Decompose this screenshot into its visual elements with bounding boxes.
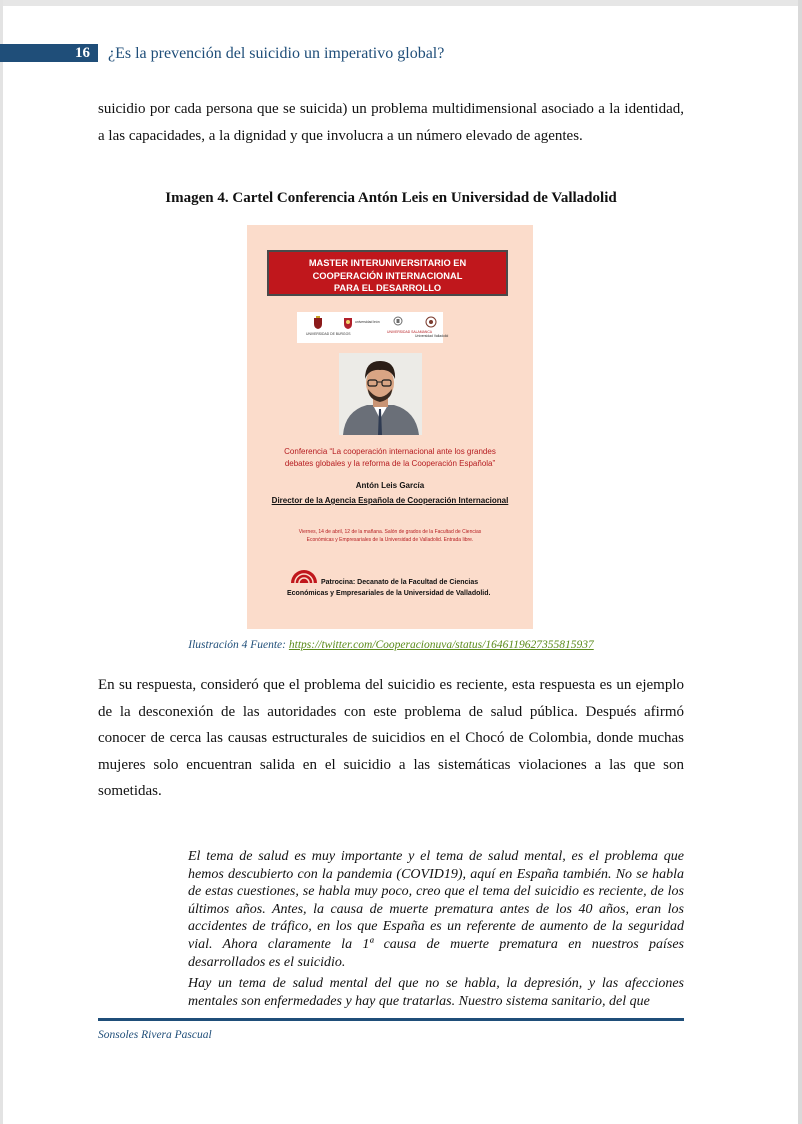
figure-title: Imagen 4. Cartel Conferencia Antón Leis en Universidad de Valladolid — [165, 190, 617, 206]
burgos-crest-icon — [313, 316, 323, 330]
sponsor-text-line: Patrocina: Decanato de la Facultad de Ciencias — [321, 579, 479, 586]
logo-caption-valladolid: Universidad Valladolid — [415, 334, 449, 338]
conference-poster — [247, 225, 533, 629]
footer-rule — [98, 1018, 684, 1021]
speaker-role: Director de la Agencia Española de Cooperación Internacional — [271, 496, 509, 505]
leon-crest-icon — [343, 316, 353, 330]
speaker-portrait — [339, 353, 422, 435]
page-frame-top — [0, 0, 802, 6]
poster-banner-line: MASTER INTERUNIVERSITARIO EN — [308, 258, 467, 268]
conference-title — [257, 446, 523, 470]
event-details — [267, 528, 513, 544]
page-frame-left — [0, 0, 3, 1124]
block-quote-paragraph-1: El tema de salud es muy importante y el tema de salud mental, es el problema que hemos descubierto con la pandemia (COVID19), aquí en España también. No se habla de estas cuestiones, se habla muy poco, creo que el tema del suicidio es reciente, de los últimos años. Antes, la causa de muerte prematura antes de los 40 años, eran los accidentes de tráfico, en los que España es un referente de aumento de la seguridad vial. Ahora claramente la 1ª causa de muerte prematura en nuestros países desarrollados es el suicidio. — [188, 849, 684, 970]
sponsor-text-line: Económicas y Empresariales de la Universidad de Valladolid. — [287, 590, 491, 597]
salamanca-seal-icon — [393, 316, 403, 328]
poster-banner-line: COOPERACIÓN INTERNACIONAL — [312, 270, 463, 281]
block-quote-paragraph-2: Hay un tema de salud mental del que no se habla, la depresión, y las afecciones mentales son enfermedades y hay que tratarlas. Nuestro sistema sanitario, del que — [188, 976, 684, 1009]
figure-source-link[interactable]: https://twitter.com/Cooperacionuva/status/1646119627355815937 — [288, 639, 594, 651]
poster-banner-line: PARA EL DESARROLLO — [333, 283, 442, 294]
university-logos-strip — [297, 312, 449, 343]
page-frame-right — [798, 0, 802, 1124]
body-paragraph-1: suicidio por cada persona que se suicida) un problema multidimensional asociado a la identidad, a las capacidades, a la dignidad y que involucra a un número elevado de agentes. — [98, 101, 684, 144]
page-number: 16 — [75, 45, 90, 61]
conference-title-line: debates globales y la reforma de la Cooperación Española” — [284, 459, 496, 468]
valladolid-seal-icon — [425, 316, 437, 328]
figure-caption-prefix: Ilustración 4 Fuente: — [188, 639, 289, 651]
event-details-line: Económicas y Empresariales de la Universidad de Valladolid. Entrada libre. — [306, 537, 474, 543]
conference-title-line: Conferencia “La cooperación internacional ante los grandes — [284, 447, 496, 456]
sponsor-text — [287, 577, 517, 599]
event-details-line: Viernes, 14 de abril, 12 de la mañana. Salón de grados de la Facultad de Ciencias — [298, 529, 482, 535]
logo-caption-salamanca: UNIVERSIDAD SALAMANCA — [387, 330, 433, 334]
figure-caption — [98, 639, 684, 651]
logo-caption-burgos: UNIVERSIDAD DE BURGOS — [306, 332, 351, 336]
poster-banner — [267, 250, 508, 296]
running-title: ¿Es la prevención del suicidio un imperativo global? — [108, 45, 445, 62]
footer-author: Sonsoles Rivera Pascual — [98, 1029, 212, 1041]
logo-caption-leon: universidad león — [355, 320, 380, 324]
body-paragraph-2: En su respuesta, consideró que el problema del suicidio es reciente, esta respuesta es un ejemplo de la desconexión de las autoridades con este problema de salud pública. Después afirmó conocer de cerca las causas estructurales de suicidios en el Chocó de Colombia, donde muchas mujeres solo encuentran salida en el suicidio a las sistemáticas violaciones a las que son sometidas. — [98, 677, 684, 799]
speaker-name: Antón Leis García — [355, 481, 425, 490]
